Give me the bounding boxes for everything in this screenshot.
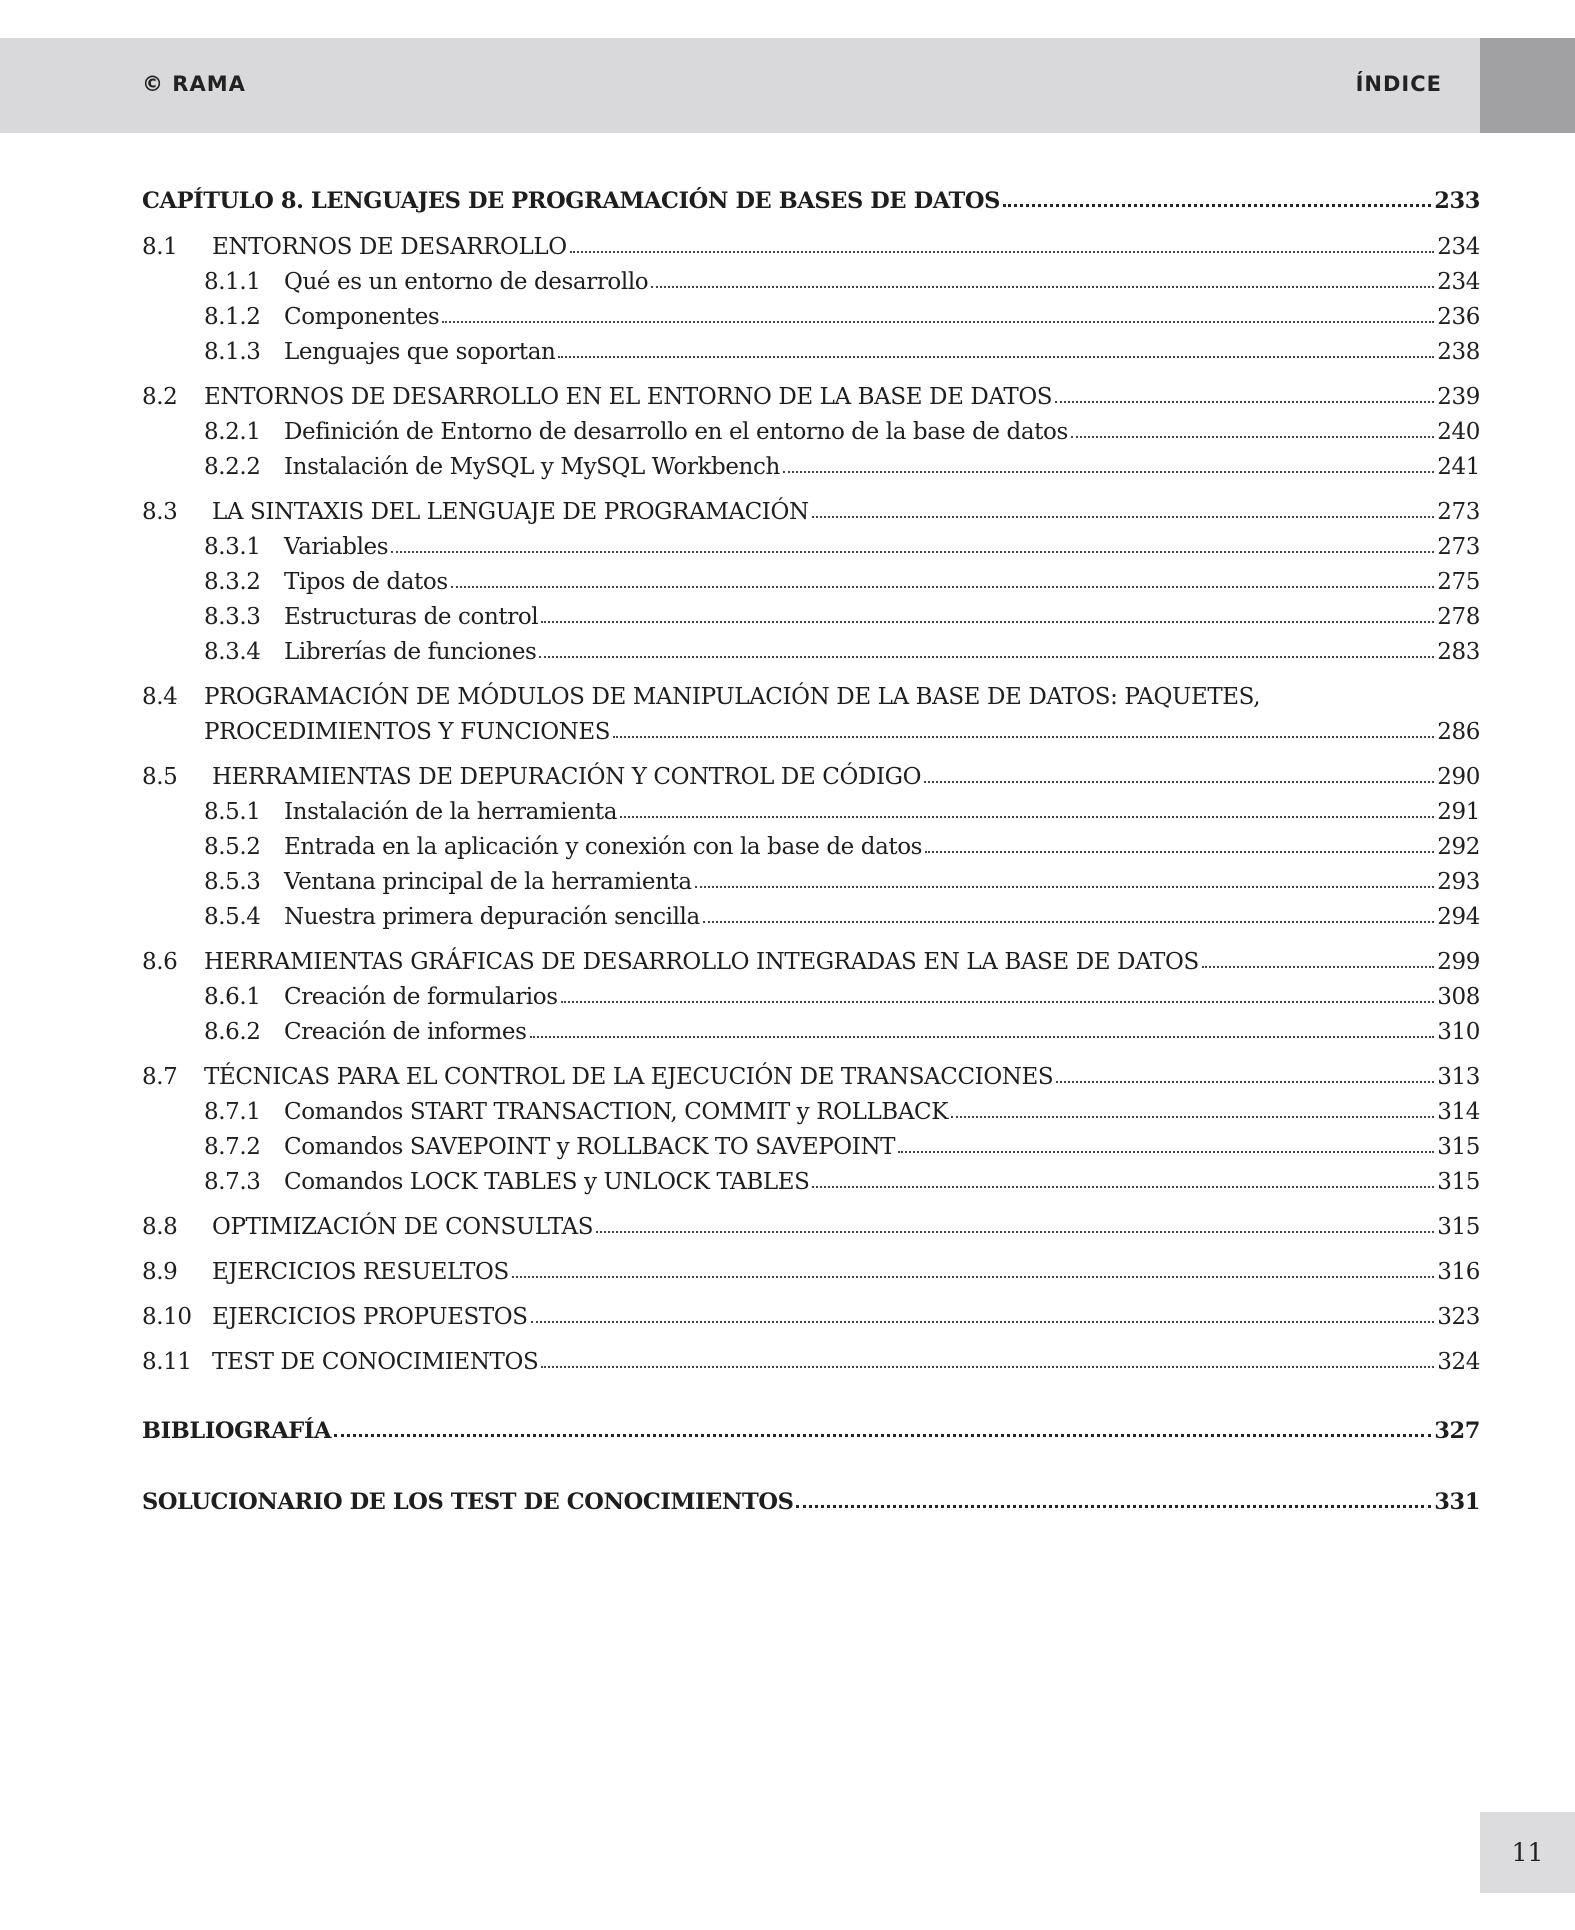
entry-title: TÉCNICAS PARA EL CONTROL DE LA EJECUCIÓN DE TRANSACCIONES — [204, 1064, 1054, 1090]
entry-title: PROCEDIMIENTOS Y FUNCIONES — [204, 719, 611, 745]
leader-dots — [812, 1186, 1434, 1188]
section-entry-continued[interactable] — [142, 719, 1480, 754]
entry-number: 8.3.1 — [204, 534, 261, 560]
leader-dots — [334, 1434, 1431, 1437]
subsection-entry[interactable] — [142, 339, 1480, 374]
publisher-label: © RAMA — [142, 72, 246, 96]
entry-page: 291 — [1437, 799, 1480, 825]
entry-number: 8.10 — [142, 1304, 192, 1330]
entry-number: 8.7 — [142, 1064, 178, 1090]
leader-dots — [442, 321, 1434, 323]
entry-title: Lenguajes que soportan — [284, 339, 556, 365]
entry-title: Tipos de datos — [284, 569, 448, 595]
leader-dots — [1003, 204, 1431, 207]
leader-dots — [541, 621, 1434, 623]
leader-dots — [561, 1001, 1435, 1003]
subsection-entry[interactable] — [142, 419, 1480, 454]
entry-title: Entrada en la aplicación y conexión con la base de datos — [284, 834, 923, 860]
entry-title: Instalación de la herramienta — [284, 799, 618, 825]
entry-number: 8.3.3 — [204, 604, 261, 630]
entry-page: 294 — [1437, 904, 1480, 930]
entry-page: 299 — [1437, 949, 1480, 975]
entry-number: 8.5.1 — [204, 799, 261, 825]
entry-title: ENTORNOS DE DESARROLLO — [212, 234, 567, 260]
section-entry[interactable] — [142, 1304, 1480, 1339]
entry-page: 234 — [1437, 269, 1480, 295]
entry-page: 315 — [1437, 1214, 1480, 1240]
section-entry[interactable] — [142, 949, 1480, 984]
entry-page: 236 — [1437, 304, 1480, 330]
entry-number: 8.5 — [142, 764, 178, 790]
subsection-entry[interactable] — [142, 799, 1480, 834]
entry-page: 327 — [1434, 1418, 1480, 1444]
entry-title: Variables — [284, 534, 389, 560]
entry-page: 290 — [1437, 764, 1480, 790]
subsection-entry[interactable] — [142, 269, 1480, 304]
section-entry[interactable] — [142, 1259, 1480, 1294]
chapter-page: 233 — [1434, 188, 1480, 214]
entry-page: 275 — [1437, 569, 1480, 595]
entry-page: 315 — [1437, 1134, 1480, 1160]
entry-number: 8.4 — [142, 684, 178, 710]
entry-title: Qué es un entorno de desarrollo — [284, 269, 649, 295]
entry-title: Estructuras de control — [284, 604, 539, 630]
entry-title: EJERCICIOS PROPUESTOS — [212, 1304, 528, 1330]
entry-page: 239 — [1437, 384, 1480, 410]
entry-page: 331 — [1434, 1489, 1480, 1515]
entry-number: 8.1.3 — [204, 339, 261, 365]
back-matter-entry[interactable] — [142, 1489, 1480, 1525]
leader-dots — [512, 1276, 1435, 1278]
header-tab — [1480, 38, 1575, 133]
table-of-contents — [142, 188, 1480, 1525]
leader-dots — [925, 851, 1434, 853]
entry-title: Librerías de funciones — [284, 639, 537, 665]
entry-page: 278 — [1437, 604, 1480, 630]
entry-page: 240 — [1437, 419, 1480, 445]
leader-dots — [1056, 1081, 1434, 1083]
section-entry[interactable] — [142, 684, 1480, 719]
leader-dots — [539, 656, 1434, 658]
entry-number: 8.2 — [142, 384, 178, 410]
leader-dots — [924, 781, 1434, 783]
leader-dots — [391, 551, 1434, 553]
back-matter-entry[interactable] — [142, 1418, 1480, 1454]
leader-dots — [558, 356, 1434, 358]
subsection-entry[interactable] — [142, 1019, 1480, 1054]
entry-number: 8.6.1 — [204, 984, 261, 1010]
entry-title: Instalación de MySQL y MySQL Workbench — [284, 454, 780, 480]
subsection-entry[interactable] — [142, 984, 1480, 1019]
leader-dots — [812, 516, 1435, 518]
entry-page: 315 — [1437, 1169, 1480, 1195]
leader-dots — [530, 1036, 1435, 1038]
subsection-entry[interactable] — [142, 569, 1480, 604]
entry-page: 273 — [1437, 499, 1480, 525]
entry-number: 8.9 — [142, 1259, 178, 1285]
entry-number: 8.1 — [142, 234, 178, 260]
leader-dots — [613, 736, 1434, 738]
leader-dots — [695, 886, 1435, 888]
entry-title: SOLUCIONARIO DE LOS TEST DE CONOCIMIENTOS — [142, 1489, 794, 1515]
entry-page: 283 — [1437, 639, 1480, 665]
entry-number: 8.7.2 — [204, 1134, 261, 1160]
entry-title: OPTIMIZACIÓN DE CONSULTAS — [212, 1214, 594, 1240]
entry-number: 8.3 — [142, 499, 178, 525]
leader-dots — [1071, 436, 1434, 438]
subsection-entry[interactable] — [142, 834, 1480, 869]
entry-page: 238 — [1437, 339, 1480, 365]
leader-dots — [596, 1231, 1434, 1233]
subsection-entry[interactable] — [142, 1169, 1480, 1204]
leader-dots — [570, 251, 1435, 253]
subsection-entry[interactable] — [142, 869, 1480, 904]
entry-number: 8.5.3 — [204, 869, 261, 895]
entry-page: 314 — [1437, 1099, 1480, 1125]
section-entry[interactable] — [142, 384, 1480, 419]
entry-page: 234 — [1437, 234, 1480, 260]
leader-dots — [951, 1116, 1434, 1118]
entry-title: Comandos LOCK TABLES y UNLOCK TABLES — [284, 1169, 810, 1195]
section-entry[interactable] — [142, 1349, 1480, 1384]
entry-title: Componentes — [284, 304, 440, 330]
entry-title: EJERCICIOS RESUELTOS — [212, 1259, 509, 1285]
entry-title: TEST DE CONOCIMIENTOS — [212, 1349, 539, 1375]
subsection-entry[interactable] — [142, 534, 1480, 569]
entry-page: 273 — [1437, 534, 1480, 560]
leader-dots — [651, 286, 1434, 288]
leader-dots — [451, 586, 1435, 588]
entry-title: LA SINTAXIS DEL LENGUAJE DE PROGRAMACIÓN — [212, 499, 809, 525]
leader-dots — [620, 816, 1434, 818]
leader-dots — [1055, 401, 1434, 403]
section-entry[interactable] — [142, 764, 1480, 799]
chapter-title: CAPÍTULO 8. LENGUAJES DE PROGRAMACIÓN DE BASES DE DATOS — [142, 188, 1000, 214]
entry-title: ENTORNOS DE DESARROLLO EN EL ENTORNO DE LA BASE DE DATOS — [204, 384, 1053, 410]
entry-title: Definición de Entorno de desarrollo en el entorno de la base de datos — [284, 419, 1068, 445]
entry-title: HERRAMIENTAS DE DEPURACIÓN Y CONTROL DE CÓDIGO — [212, 764, 922, 790]
entry-page: 292 — [1437, 834, 1480, 860]
entry-page: 308 — [1437, 984, 1480, 1010]
subsection-entry[interactable] — [142, 604, 1480, 639]
entry-number: 8.7.3 — [204, 1169, 261, 1195]
section-entry[interactable] — [142, 499, 1480, 534]
subsection-entry[interactable] — [142, 1134, 1480, 1169]
entry-number: 8.8 — [142, 1214, 178, 1240]
entry-number: 8.2.2 — [204, 454, 261, 480]
leader-dots — [783, 471, 1434, 473]
entry-page: 241 — [1437, 454, 1480, 480]
entry-number: 8.6 — [142, 949, 178, 975]
entry-title: Ventana principal de la herramienta — [284, 869, 692, 895]
section-entry[interactable] — [142, 1214, 1480, 1249]
entry-number: 8.11 — [142, 1349, 192, 1375]
subsection-entry[interactable] — [142, 639, 1480, 674]
entry-number: 8.1.1 — [204, 269, 261, 295]
page-number: 11 — [1480, 1812, 1575, 1893]
leader-dots — [796, 1505, 1431, 1508]
entry-number: 8.5.2 — [204, 834, 261, 860]
entry-page: 293 — [1437, 869, 1480, 895]
entry-number: 8.5.4 — [204, 904, 261, 930]
subsection-entry[interactable] — [142, 454, 1480, 489]
entry-page: 323 — [1437, 1304, 1480, 1330]
entry-number: 8.2.1 — [204, 419, 261, 445]
leader-dots — [531, 1321, 1435, 1323]
entry-number: 8.1.2 — [204, 304, 261, 330]
entry-title: Nuestra primera depuración sencilla — [284, 904, 700, 930]
entry-number: 8.3.2 — [204, 569, 261, 595]
entry-number: 8.6.2 — [204, 1019, 261, 1045]
leader-dots — [898, 1151, 1434, 1153]
chapter-entry[interactable] — [142, 188, 1480, 224]
entry-title: BIBLIOGRAFÍA — [142, 1418, 332, 1444]
entry-title: HERRAMIENTAS GRÁFICAS DE DESARROLLO INTEGRADAS EN LA BASE DE DATOS — [204, 949, 1199, 975]
section-label: ÍNDICE — [1355, 72, 1442, 96]
entry-title: Creación de formularios — [284, 984, 558, 1010]
subsection-entry[interactable] — [142, 904, 1480, 939]
subsection-entry[interactable] — [142, 304, 1480, 339]
leader-dots — [541, 1366, 1434, 1368]
entry-page: 313 — [1437, 1064, 1480, 1090]
subsection-entry[interactable] — [142, 1099, 1480, 1134]
entry-title: PROGRAMACIÓN DE MÓDULOS DE MANIPULACIÓN DE LA BASE DE DATOS: PAQUETES, — [204, 684, 1261, 710]
leader-dots — [703, 921, 1434, 923]
entry-page: 324 — [1437, 1349, 1480, 1375]
entry-title: Creación de informes — [284, 1019, 527, 1045]
leader-dots — [1202, 966, 1434, 968]
entry-page: 316 — [1437, 1259, 1480, 1285]
entry-page: 286 — [1437, 719, 1480, 745]
entry-title: Comandos START TRANSACTION, COMMIT y ROLLBACK — [284, 1099, 949, 1125]
entry-page: 310 — [1437, 1019, 1480, 1045]
entry-number: 8.3.4 — [204, 639, 261, 665]
section-entry[interactable] — [142, 234, 1480, 269]
entry-number: 8.7.1 — [204, 1099, 261, 1125]
section-entry[interactable] — [142, 1064, 1480, 1099]
entry-title: Comandos SAVEPOINT y ROLLBACK TO SAVEPOINT — [284, 1134, 896, 1160]
